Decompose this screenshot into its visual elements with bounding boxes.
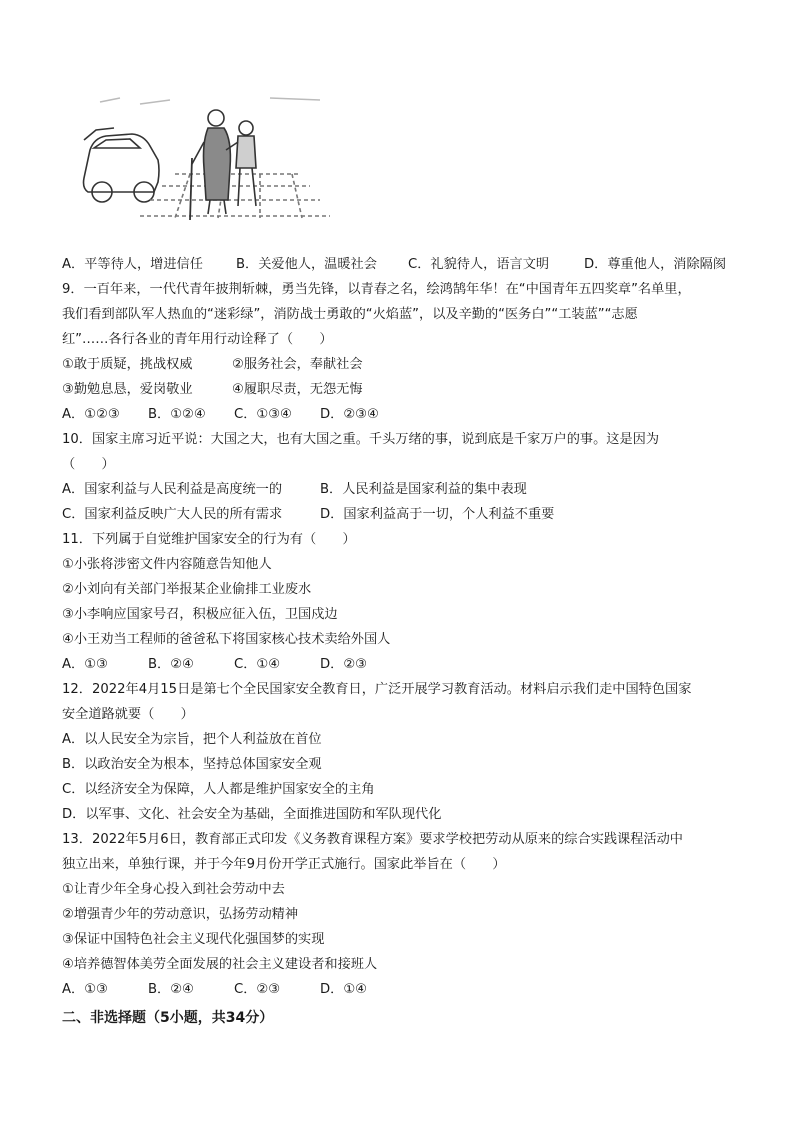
q8-option-d[interactable]: D．尊重他人，消除隔阂 (584, 257, 727, 272)
q12-option-d[interactable]: D．以军事、文化、社会安全为基础，全面推进国防和军队现代化 (62, 807, 442, 822)
q9-stem-line-3: 红”……各行各业的青年用行动诠释了（ ） (62, 332, 333, 347)
q12-stem-line-1: 12．2022年4月15日是第七个全民国家安全教育日，广泛开展学习教育活动。材料启示我们走中国特色国家 (62, 682, 692, 697)
q13-stem-line-2: 独立出来，单独行课，并于今年9月份开学正式施行。国家此举旨在（ ） (62, 857, 506, 872)
child-body (236, 136, 256, 168)
section-2-heading: 二、非选择题（5小题，共34分） (62, 1010, 274, 1026)
q13-option-c[interactable]: C．②③ (234, 982, 281, 997)
q13-options (62, 977, 742, 1002)
q9-item-3: ③勤勉息恳，爱岗敬业 (62, 382, 193, 397)
q9-option-c[interactable]: C．①③④ (234, 407, 292, 422)
q10-options-row-2 (62, 502, 742, 527)
q13-option-b[interactable]: B．②④ (148, 982, 194, 997)
questions-content (62, 252, 742, 1031)
q13-option-a[interactable]: A．①③ (62, 982, 108, 997)
q12-stem-line-2: 安全道路就要（ ） (62, 707, 194, 722)
q13-item-4: ④培养德智体美劳全面发展的社会主义建设者和接班人 (62, 957, 378, 972)
cane (190, 158, 192, 220)
q13-item-2: ②增强青少年的劳动意识，弘扬劳动精神 (62, 907, 299, 922)
q13-item-3: ③保证中国特色社会主义现代化强国梦的实现 (62, 932, 325, 947)
q10-option-d[interactable]: D．国家利益高于一切，个人利益不重要 (320, 507, 555, 522)
q11-item-4: ④小王劝当工程师的爸爸私下将国家核心技术卖给外国人 (62, 632, 391, 647)
q9-option-b[interactable]: B．①②④ (148, 407, 206, 422)
q11-option-a[interactable]: A．①③ (62, 657, 108, 672)
q9-item-4: ④履职尽责，无怨无悔 (232, 382, 363, 397)
q9-stem-line-1: 9．一百年来，一代代青年披荆斩棘，勇当先锋，以青春之名，绘鸿鹄年华！在“中国青年五四奖章”名单里， (62, 282, 691, 297)
q8-option-c[interactable]: C．礼貌待人，语言文明 (408, 257, 550, 272)
q12-option-c[interactable]: C．以经济安全为保障，人人都是维护国家安全的主角 (62, 782, 375, 797)
q13-stem-line-1: 13．2022年5月6日，教育部正式印发《义务教育课程方案》要求学校把劳动从原来的综合实践课程活动中 (62, 832, 683, 847)
q11-item-1: ①小张将涉密文件内容随意告知他人 (62, 557, 272, 572)
q8-option-b[interactable]: B．关爱他人，温暖社会 (236, 257, 377, 272)
q9-option-d[interactable]: D．②③④ (320, 407, 379, 422)
child-head (239, 121, 253, 135)
q11-option-c[interactable]: C．①④ (234, 657, 281, 672)
q10-stem-line-2: （ ） (62, 457, 115, 472)
car-window (94, 139, 140, 148)
q13-item-1: ①让青少年全身心投入到社会劳动中去 (62, 882, 285, 897)
q10-options-row-1 (62, 477, 742, 502)
q13-option-d[interactable]: D．①④ (320, 982, 367, 997)
q11-stem: 11．下列属于自觉维护国家安全的行为有（ ） (62, 532, 356, 547)
q10-option-a[interactable]: A．国家利益与人民利益是高度统一的 (62, 482, 283, 497)
q9-item-1: ①敢于质疑，挑战权威 (62, 357, 193, 372)
elder-head (208, 110, 224, 126)
q11-item-3: ③小李响应国家号召，积极应征入伍，卫国戍边 (62, 607, 338, 622)
q11-option-b[interactable]: B．②④ (148, 657, 194, 672)
q12-option-a[interactable]: A．以人民安全为宗旨，把个人利益放在首位 (62, 732, 322, 747)
q11-options (62, 652, 742, 677)
q8-option-a[interactable]: A．平等待人，增进信任 (62, 257, 203, 272)
q10-option-c[interactable]: C．国家利益反映广大人民的所有需求 (62, 507, 283, 522)
q11-option-d[interactable]: D．②③ (320, 657, 367, 672)
q8-options (62, 252, 742, 277)
q12-option-b[interactable]: B．以政治安全为根本，坚持总体国家安全观 (62, 757, 322, 772)
question-8-illustration (80, 88, 335, 228)
q9-items-row-2 (62, 377, 742, 402)
q9-option-a[interactable]: A．①②③ (62, 407, 120, 422)
q10-option-b[interactable]: B．人民利益是国家利益的集中表现 (320, 482, 527, 497)
q9-items-row-1 (62, 352, 742, 377)
q9-stem-line-2: 我们看到部队军人热血的“迷彩绿”，消防战士勇敢的“火焰蓝”，以及辛勤的“医务白”“工装蓝”“志愿 (62, 307, 638, 322)
elder-body (204, 128, 231, 200)
q9-options (62, 402, 742, 427)
q9-item-2: ②服务社会，奉献社会 (232, 357, 363, 372)
q11-item-2: ②小刘向有关部门举报某企业偷排工业废水 (62, 582, 312, 597)
q10-stem-line-1: 10．国家主席习近平说：大国之大，也有大国之重。千头万绪的事，说到底是千家万户的事。这是因为 (62, 432, 660, 447)
